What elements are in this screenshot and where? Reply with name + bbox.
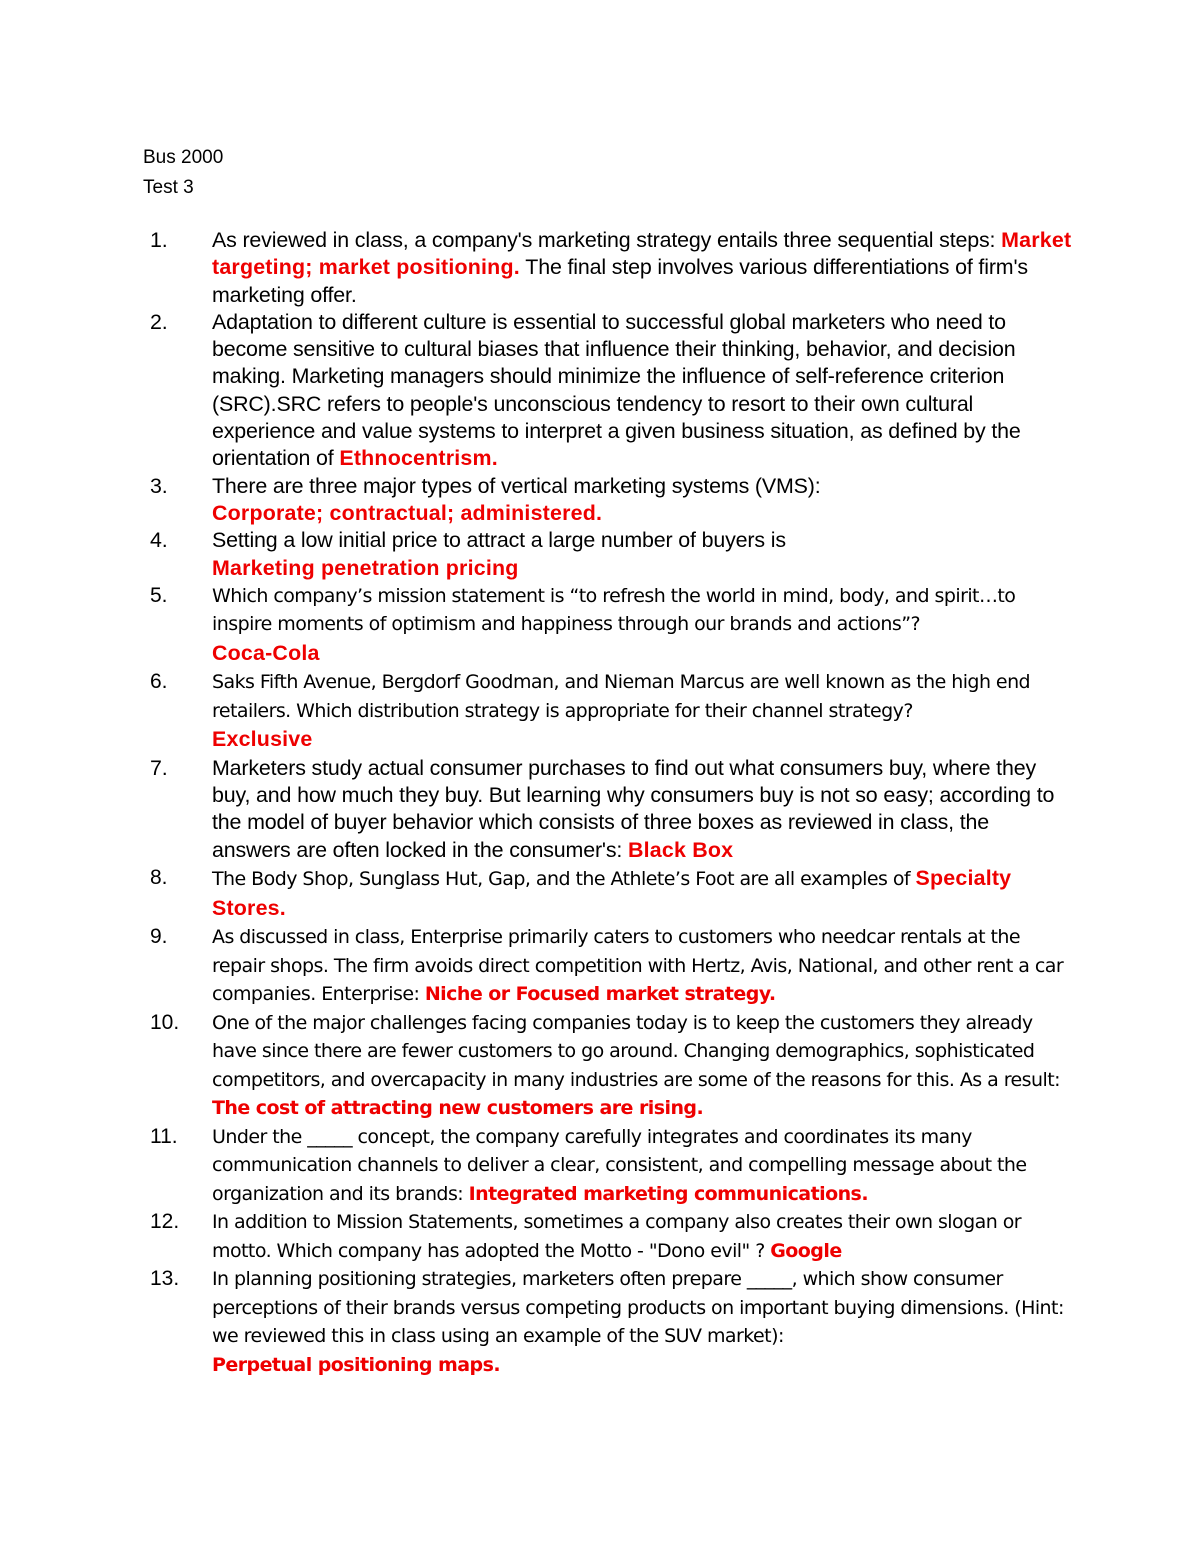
answer-text: Marketing penetration pricing (212, 555, 519, 580)
question-number: 1. (150, 228, 168, 252)
question-item (0, 473, 1072, 528)
question-number: 10. (150, 1010, 180, 1034)
question-text: In addition to Mission Statements, sometimes a company also creates their own slogan or motto. Which company has adopted the Motto - "Dono evil" ? (212, 1211, 1022, 1262)
question-number: 7. (150, 755, 168, 780)
question-item (0, 1123, 1072, 1209)
question-text: One of the major challenges facing companies today is to keep the customers they already have since there are fewer customers to go around. Changing demographics, sophisticated competitors, and overcapacity in many industries are some of the reasons for this. As a result: (212, 1011, 1061, 1091)
question-text: As reviewed in class, a company's marketing strategy entails three sequential steps: (212, 228, 1002, 252)
question-item (0, 1208, 1072, 1265)
answer-text: Specialty Stores. (212, 866, 1012, 920)
question-item (0, 527, 1072, 582)
question-text: The Body Shop, Sunglass Hut, Gap, and the Athlete’s Foot are all examples of (212, 868, 916, 891)
question-item (0, 755, 1072, 864)
question-number: 11. (150, 1124, 178, 1148)
question-item (0, 309, 1072, 473)
question-item (0, 668, 1072, 755)
question-text: Setting a low initial price to attract a large number of buyers is (212, 528, 786, 553)
question-number: 9. (150, 925, 168, 949)
answer-text: Coca-Cola (212, 640, 320, 665)
question-text: Marketers study actual consumer purchases to find out what consumers buy, where they buy, and how much they buy. But learning why consumers buy is not so easy; according to the model of buyer behavior which consists of three boxes as reviewed in class, the answers are often locked in the consumer's: (212, 755, 1055, 862)
question-number: 8. (150, 866, 168, 890)
question-item (0, 864, 1072, 923)
answer-text: Market targeting; market positioning. (212, 228, 1072, 280)
question-text: There are three major types of vertical marketing systems (VMS): (212, 473, 821, 498)
question-number: 13. (150, 1267, 180, 1291)
document-header (143, 143, 223, 203)
answer-text: Exclusive (212, 727, 313, 752)
question-item (0, 923, 1072, 1009)
question-number: 6. (150, 670, 168, 694)
answer-text: The cost of attracting new customers are rising. (212, 1097, 704, 1120)
question-text: In planning positioning strategies, marketers often prepare _____, which show consumer perceptions of their brands versus competing products on important buying dimensions. (Hint: we reviewed this in class using an example of the SUV market): (212, 1268, 1064, 1348)
question-item (0, 227, 1072, 309)
question-number: 4. (150, 528, 168, 553)
question-number: 3. (150, 473, 168, 498)
answer-text: Perpetual positioning maps. (212, 1353, 501, 1376)
question-item (0, 1265, 1072, 1379)
question-item (0, 582, 1072, 669)
question-text: Adaptation to different culture is essential to successful global marketers who need to become sensitive to cultural biases that influence their thinking, behavior, and decision making. Marketing managers should minimize the influence of self-reference criterion (SRC).SRC refers to people's unconscious tendency to resort to their own cultural experience and value systems to interpret a given business situation, as defined by the orientation of (212, 309, 1021, 471)
question-item (0, 1009, 1072, 1123)
answer-text: Corporate; contractual; administered. (212, 500, 603, 525)
question-number: 2. (150, 309, 168, 334)
course-title: Bus 2000 (143, 147, 224, 168)
question-text: As discussed in class, Enterprise primarily caters to customers who needcar rentals at the repair shops. The firm avoids direct competition with Hertz, Avis, National, and other rent a car companies. Enterprise: (212, 926, 1064, 1006)
question-number: 5. (150, 583, 168, 607)
answer-text: Integrated marketing communications. (468, 1182, 868, 1205)
question-number: 12. (150, 1210, 180, 1234)
question-list (0, 227, 1200, 1379)
answer-text: Niche or Focused market strategy. (424, 983, 776, 1006)
question-text: Which company’s mission statement is “to refresh the world in mind, body, and spirit…to inspire moments of optimism and happiness through our brands and actions”? (212, 584, 1016, 636)
answer-text: Black Box (628, 837, 734, 862)
question-text-after: The final step involves various differentiations of firm's marketing offer. (212, 255, 1028, 307)
answer-text: Ethnocentrism. (339, 446, 498, 471)
test-title: Test 3 (143, 177, 194, 198)
question-text: Saks Fifth Avenue, Bergdorf Goodman, and Nieman Marcus are well known as the high end retailers. Which distribution strategy is appropriate for their channel strategy? (212, 671, 1031, 722)
question-text: Under the _____ concept, the company carefully integrates and coordinates its many communication channels to deliver a clear, consistent, and compelling message about the organization and its brands: (212, 1125, 1027, 1205)
answer-text: Google (770, 1239, 842, 1262)
